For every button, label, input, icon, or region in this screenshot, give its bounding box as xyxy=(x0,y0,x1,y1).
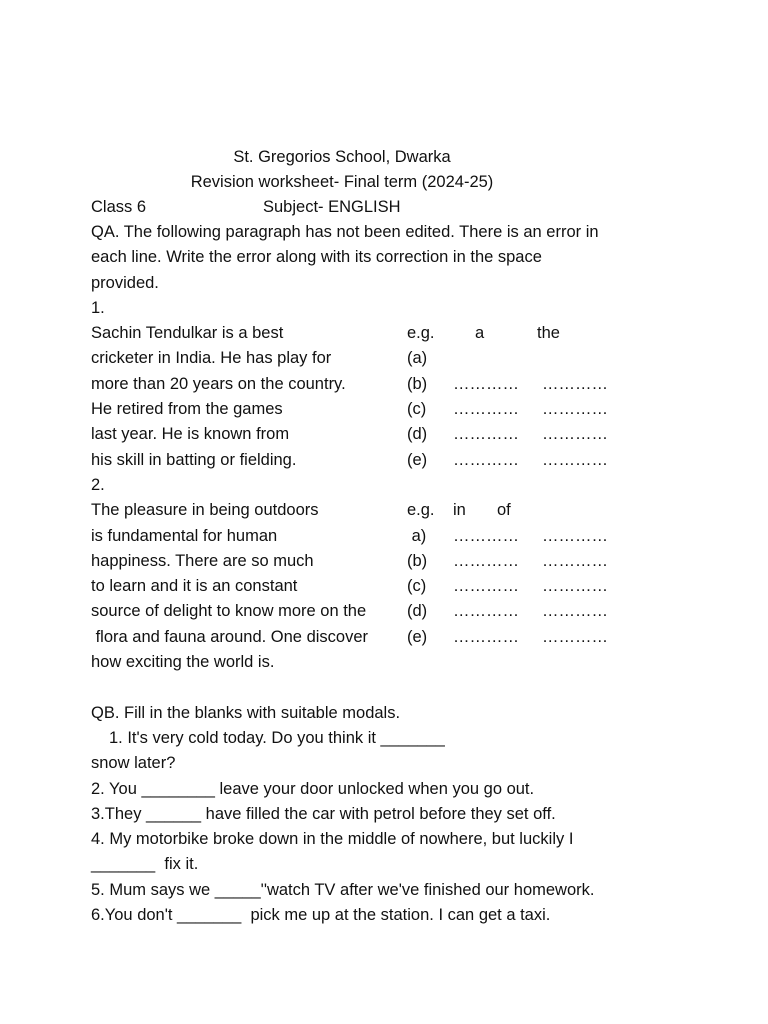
passage-row xyxy=(91,422,711,447)
error-blank: ………… xyxy=(453,450,519,469)
error-blank: ………… xyxy=(453,400,519,419)
passage-row xyxy=(91,397,711,422)
passage-row xyxy=(91,625,711,650)
qa-instruction-line: provided. xyxy=(91,273,159,292)
qa-instruction-line: each line. Write the error along with its correction in the space xyxy=(91,248,542,267)
row-label: (e) xyxy=(407,450,428,469)
correction-blank: ………… xyxy=(542,627,608,646)
passage-line: He retired from the games xyxy=(91,400,283,419)
passage-row xyxy=(91,599,711,624)
row-label: (d) xyxy=(407,425,428,444)
correction-blank: ………… xyxy=(542,450,608,469)
passage-line: happiness. There are so much xyxy=(91,551,314,570)
passage-number: 1. xyxy=(91,298,105,317)
correction-blank: ………… xyxy=(542,374,608,393)
qb-line: 1. It's very cold today. Do you think it _______ xyxy=(109,728,445,747)
qb-line: _______ fix it. xyxy=(91,855,199,874)
correction-answer: of xyxy=(497,501,511,520)
class-label: Class 6 xyxy=(91,198,147,216)
row-label: (e) xyxy=(407,627,428,646)
qa-section xyxy=(91,220,711,928)
error-answer: in xyxy=(453,501,466,520)
passage-line: how exciting the world is. xyxy=(91,653,275,672)
correction-blank: ………… xyxy=(542,577,608,596)
error-blank: ………… xyxy=(453,425,519,444)
correction-blank: ………… xyxy=(542,551,608,570)
row-label: e.g. xyxy=(407,324,435,343)
class-subject-row xyxy=(91,195,691,220)
passage-row xyxy=(91,574,711,599)
passage-line: to learn and it is an constant xyxy=(91,577,298,596)
passage-row xyxy=(91,650,711,675)
passage-line: more than 20 years on the country. xyxy=(91,374,346,393)
error-blank: ………… xyxy=(453,627,519,646)
correction-answer: the xyxy=(537,324,560,343)
qb-line: 6.You don't _______ pick me up at the station. I can get a taxi. xyxy=(91,906,551,925)
row-label: (a) xyxy=(407,349,428,368)
row-label: a) xyxy=(407,526,427,545)
qb-line: 5. Mum says we _____''watch TV after we've finished our homework. xyxy=(91,880,595,899)
error-blank: ………… xyxy=(453,602,519,621)
passage-row xyxy=(91,321,711,346)
passage-row xyxy=(91,372,711,397)
passage-row xyxy=(91,346,711,371)
passage-row xyxy=(91,524,711,549)
correction-blank: ………… xyxy=(542,425,608,444)
passage-row xyxy=(91,448,711,473)
qb-heading: QB. Fill in the blanks with suitable modals. xyxy=(91,703,401,722)
row-label: e.g. xyxy=(407,501,435,520)
school-name: St. Gregorios School, Dwarka xyxy=(233,148,451,166)
passage-line: is fundamental for human xyxy=(91,526,278,545)
qb-line: 4. My motorbike broke down in the middle of nowhere, but luckily I xyxy=(91,830,574,849)
qb-line: 3.They ______ have filled the car with petrol before they set off. xyxy=(91,804,556,823)
passage-line: his skill in batting or fielding. xyxy=(91,450,297,469)
error-blank: ………… xyxy=(453,526,519,545)
passage-number: 2. xyxy=(91,475,105,494)
passage-line: cricketer in India. He has play for xyxy=(91,349,332,368)
error-blank: ………… xyxy=(453,577,519,596)
passage-line: flora and fauna around. One discover xyxy=(91,627,369,646)
passage-line: Sachin Tendulkar is a best xyxy=(91,324,284,343)
passage-row xyxy=(91,549,711,574)
error-answer: a xyxy=(475,324,485,343)
correction-blank: ………… xyxy=(542,400,608,419)
correction-blank: ………… xyxy=(542,526,608,545)
error-blank: ………… xyxy=(453,551,519,570)
row-label: (c) xyxy=(407,577,427,596)
qa-instruction-line: QA. The following paragraph has not been edited. There is an error in xyxy=(91,223,599,241)
subject-label: Subject- ENGLISH xyxy=(263,198,401,216)
row-label: (c) xyxy=(407,400,427,419)
passage-line: last year. He is known from xyxy=(91,425,290,444)
worksheet-title: Revision worksheet- Final term (2024-25) xyxy=(190,173,494,191)
row-label: (b) xyxy=(407,374,428,393)
passage-line: The pleasure in being outdoors xyxy=(91,501,319,520)
qb-line: 2. You ________ leave your door unlocked when you go out. xyxy=(91,779,535,798)
row-label: (b) xyxy=(407,551,428,570)
qb-line: snow later? xyxy=(91,754,176,773)
row-label: (d) xyxy=(407,602,428,621)
correction-blank: ………… xyxy=(542,602,608,621)
passage-line: source of delight to know more on the xyxy=(91,602,367,621)
error-blank: ………… xyxy=(453,374,519,393)
passage-row xyxy=(91,498,711,523)
